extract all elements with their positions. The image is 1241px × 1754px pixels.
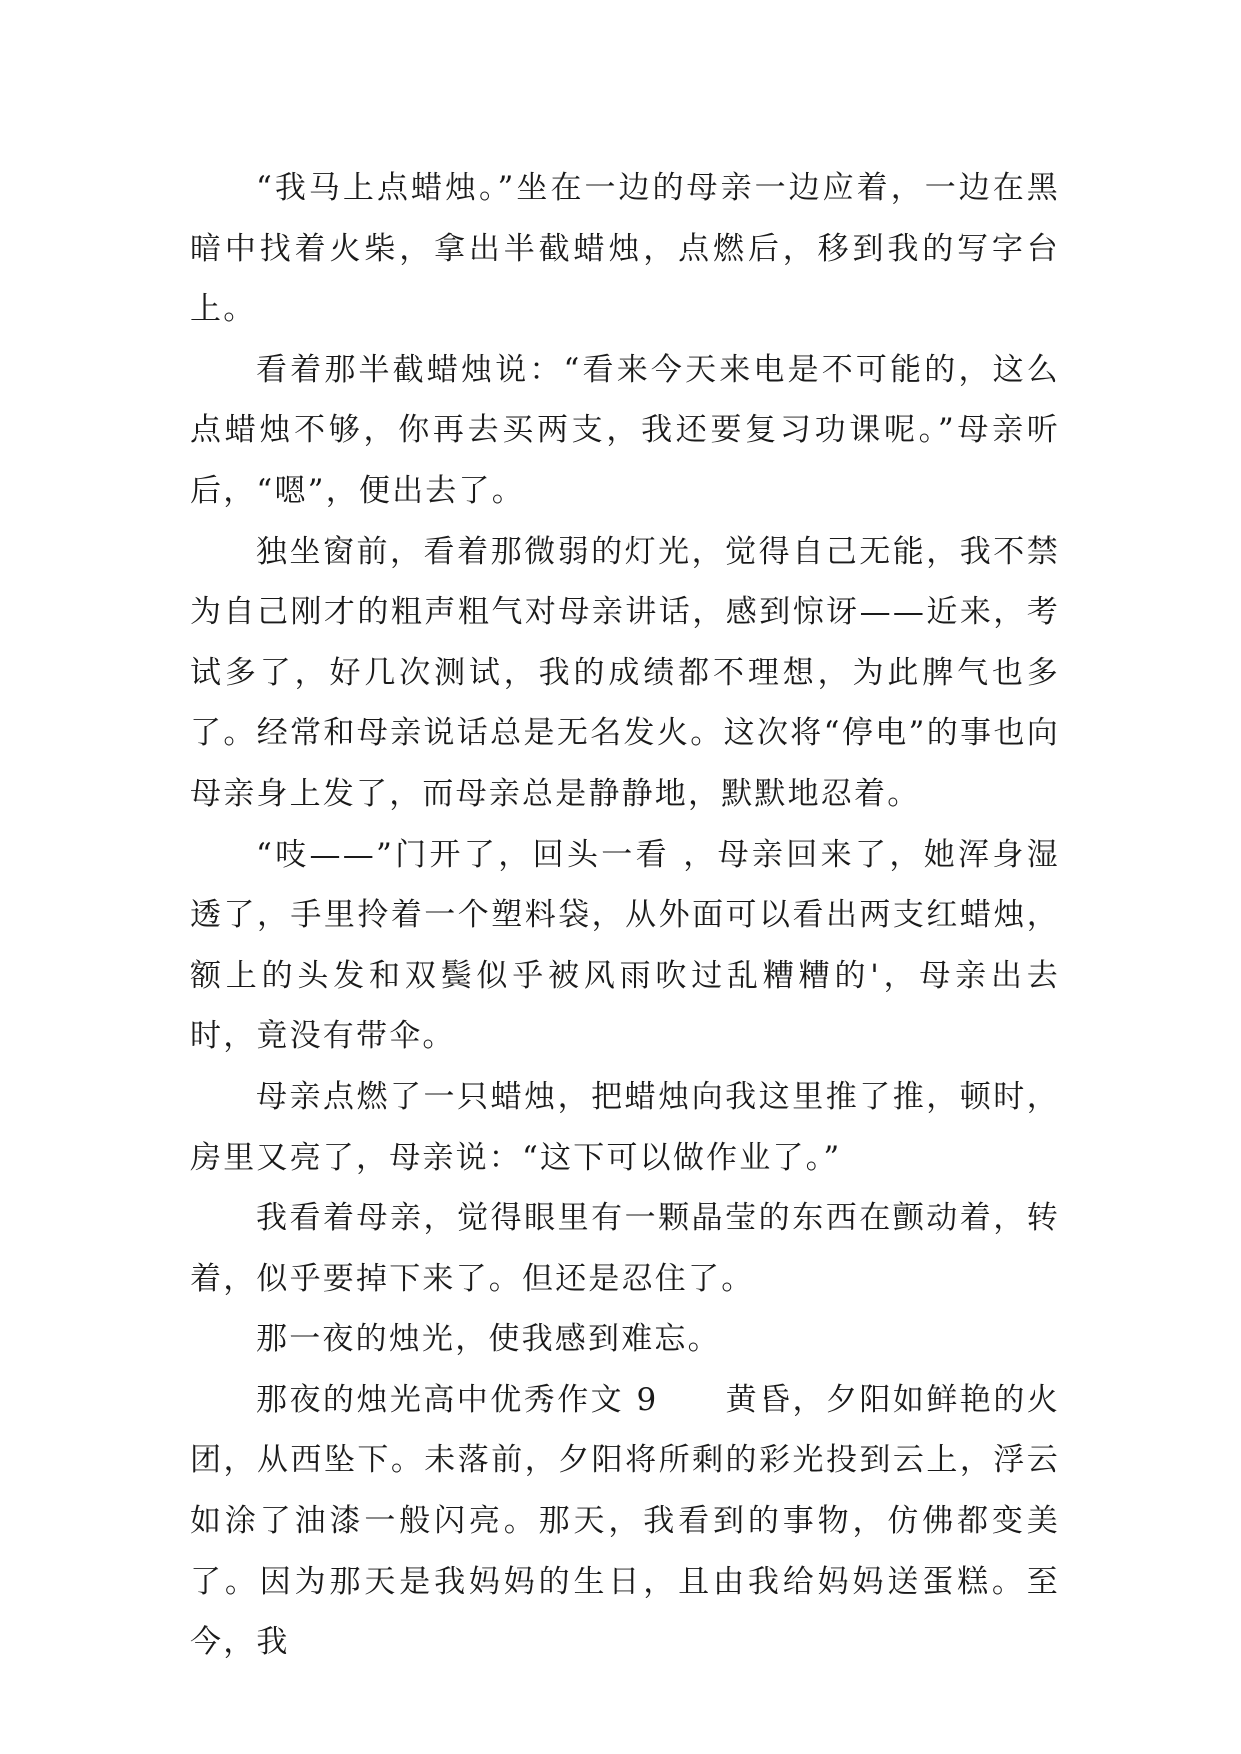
paragraph-2: 看着那半截蜡烛说：“看来今天来电是不可能的，这么点蜡烛不够，你再去买两支，我还要复习功课呢。”母亲听后，“嗯”，便出去了。 <box>190 351 1060 509</box>
paragraph-7: 那一夜的烛光，使我感到难忘。 <box>256 1321 721 1358</box>
paragraph-3: 独坐窗前，看着那微弱的灯光，觉得自己无能，我不禁为自己刚才的粗声粗气对母亲讲话，感到惊讶——近来，考试多了，好几次测试，我的成绩都不理想，为此脾气也多了。经常和母亲说话总是无名发火。这次将“停电”的事也向母亲身上发了，而母亲总是静静地，默默地忍着。 <box>190 533 1060 812</box>
paragraph-1: “我马上点蜡烛。”坐在一边的母亲一边应着，一边在黑暗中找着火柴，拿出半截蜡烛，点燃后，移到我的写字台上。 <box>190 170 1060 328</box>
paragraph-4: “吱——”门开了，回头一看 ，母亲回来了，她浑身湿透了，手里拎着一个塑料袋，从外面可以看出两支红蜡烛，额上的头发和双鬓似乎被风雨吹过乱糟糟的'，母亲出去时，竟没有带伞。 <box>190 836 1060 1055</box>
paragraph-5: 母亲点燃了一只蜡烛，把蜡烛向我这里推了推，顿时，房里又亮了，母亲说：“这下可以做作业了。” <box>190 1078 1060 1176</box>
document-body <box>190 158 1060 1673</box>
paragraph-8: 那夜的烛光高中优秀作文 9 黄昏，夕阳如鲜艳的火团，从西坠下。未落前，夕阳将所剩的彩光投到云上，浮云如涂了油漆一般闪亮。那天，我看到的事物，仿佛都变美了。因为那天是我妈妈的生日，且由我给妈妈送蛋糕。至今，我 <box>190 1381 1060 1661</box>
paragraph-6: 我看着母亲，觉得眼里有一颗晶莹的东西在颤动着，转着，似乎要掉下来了。但还是忍住了。 <box>190 1200 1060 1297</box>
